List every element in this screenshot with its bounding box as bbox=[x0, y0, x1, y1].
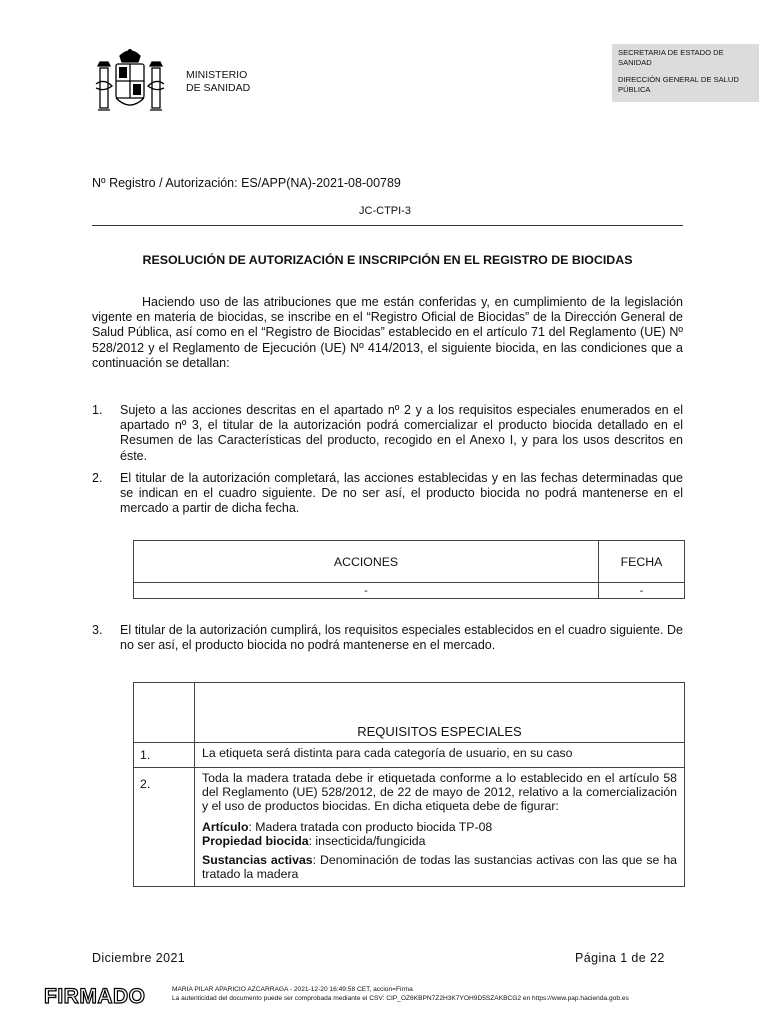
ministry-line2: DE SANIDAD bbox=[186, 82, 251, 94]
list-item-number: 2. bbox=[92, 471, 103, 485]
ministry-name bbox=[186, 69, 250, 95]
list-item-text: El titular de la autorización cumplirá, los requisitos especiales establecidos en el cuadro siguiente. De no ser así, el producto biocida no podrá mantenerse en el mercado. bbox=[120, 623, 683, 653]
document-code: JC-CTPI-3 bbox=[359, 205, 411, 217]
propiedad-label: Propiedad biocida bbox=[202, 834, 309, 848]
row-number: 1. bbox=[134, 743, 195, 768]
requisitos-table bbox=[133, 682, 685, 887]
row-number: 2. bbox=[134, 768, 195, 887]
sustancias-value: : Denominación de todas las sustancias activas con las que se ha tratado la madera bbox=[202, 853, 677, 881]
articulo-value: : Madera tratada con producto biocida TP-08 bbox=[248, 820, 493, 834]
list-item-number: 1. bbox=[92, 403, 103, 417]
list-item-text: Sujeto a las acciones descritas en el apartado nº 2 y a los requisitos especiales enumerados en el apartado nº 3, el titular de la autorización podrá comercializar el producto biocida detallado en el Resumen de las Características del producto, recogido en el Anexo I, y para los usos descritos en éste. bbox=[120, 403, 683, 463]
requisito-text: Toda la madera tratada debe ir etiquetada conforme a lo establecido en el artículo 58 del Reglamento (UE) 528/2012, de 22 de mayo de 2012, relativo a la comercialización y el uso de productos biocidas. En dicha etiqueta debe de figurar: bbox=[202, 771, 677, 813]
registration-number: Nº Registro / Autorización: ES/APP(NA)-2021-08-00789 bbox=[92, 176, 401, 190]
list-item-number: 3. bbox=[92, 623, 103, 637]
page-number: Página 1 de 22 bbox=[575, 951, 665, 965]
articulo-line bbox=[202, 820, 677, 834]
signature-line1: MARIA PILAR APARICIO AZCARRAGA - 2021-12-20 16:49:58 CET, accion=Firma bbox=[172, 986, 413, 993]
sustancias-line bbox=[202, 853, 677, 881]
sustancias-label: Sustancias activas bbox=[202, 853, 313, 867]
propiedad-value: : insecticida/fungicida bbox=[308, 834, 426, 848]
fecha-header: FECHA bbox=[599, 541, 685, 583]
acciones-cell: - bbox=[134, 583, 599, 599]
ministry-line1: MINISTERIO bbox=[186, 69, 248, 81]
requisito-text: La etiqueta será distinta para cada categoría de usuario, en su caso bbox=[195, 743, 685, 768]
document-title: RESOLUCIÓN DE AUTORIZACIÓN E INSCRIPCIÓN EN EL REGISTRO DE BIOCIDAS bbox=[142, 253, 633, 267]
signature-line2: La autenticidad del documento puede ser comprobada mediante el CSV: CIP_OZ6KBPN7Z2H3K7YOH9D5SZAKBCG2 en https://www.pap.hacienda.gob.es bbox=[172, 994, 629, 1002]
coat-of-arms-icon bbox=[94, 44, 166, 118]
divider bbox=[92, 225, 683, 226]
firmado-stamp: FIRMADO bbox=[44, 985, 146, 1008]
acciones-table bbox=[133, 540, 685, 599]
propiedad-line bbox=[202, 834, 677, 848]
articulo-label: Artículo bbox=[202, 820, 249, 834]
signature-info bbox=[172, 986, 629, 1003]
secretaria-box bbox=[612, 44, 759, 102]
footer-date: Diciembre 2021 bbox=[92, 951, 186, 965]
list-item-text: El titular de la autorización completará, las acciones establecidas y en las fechas determinadas que se indican en el cuadro siguiente. De no ser así, el producto biocida no podrá mantenerse en el mercado a partir de dicha fecha. bbox=[120, 471, 683, 516]
requisitos-header: REQUISITOS ESPECIALES bbox=[195, 683, 685, 743]
intro-paragraph: Haciendo uso de las atribuciones que me están conferidas y, en cumplimiento de la legislación vigente en materia de biocidas, se inscribe en el “Registro Oficial de Biocidas” de la Dirección General de Salud Pública, así como en el “Registro de Biocidas” establecido en el artículo 71 del Reglamento (UE) Nº 528/2012 y el Reglamento de Ejecución (UE) Nº 414/2013, el siguiente biocida, en las condiciones que a continuación se detallan: bbox=[92, 295, 683, 370]
fecha-cell: - bbox=[599, 583, 685, 599]
requisito-cell bbox=[195, 768, 685, 887]
direccion-text: DIRECCIÓN GENERAL DE SALUD PÚBLICA bbox=[618, 75, 739, 94]
secretaria-text: SECRETARIA DE ESTADO DE SANIDAD bbox=[618, 48, 724, 67]
acciones-header: ACCIONES bbox=[134, 541, 599, 583]
